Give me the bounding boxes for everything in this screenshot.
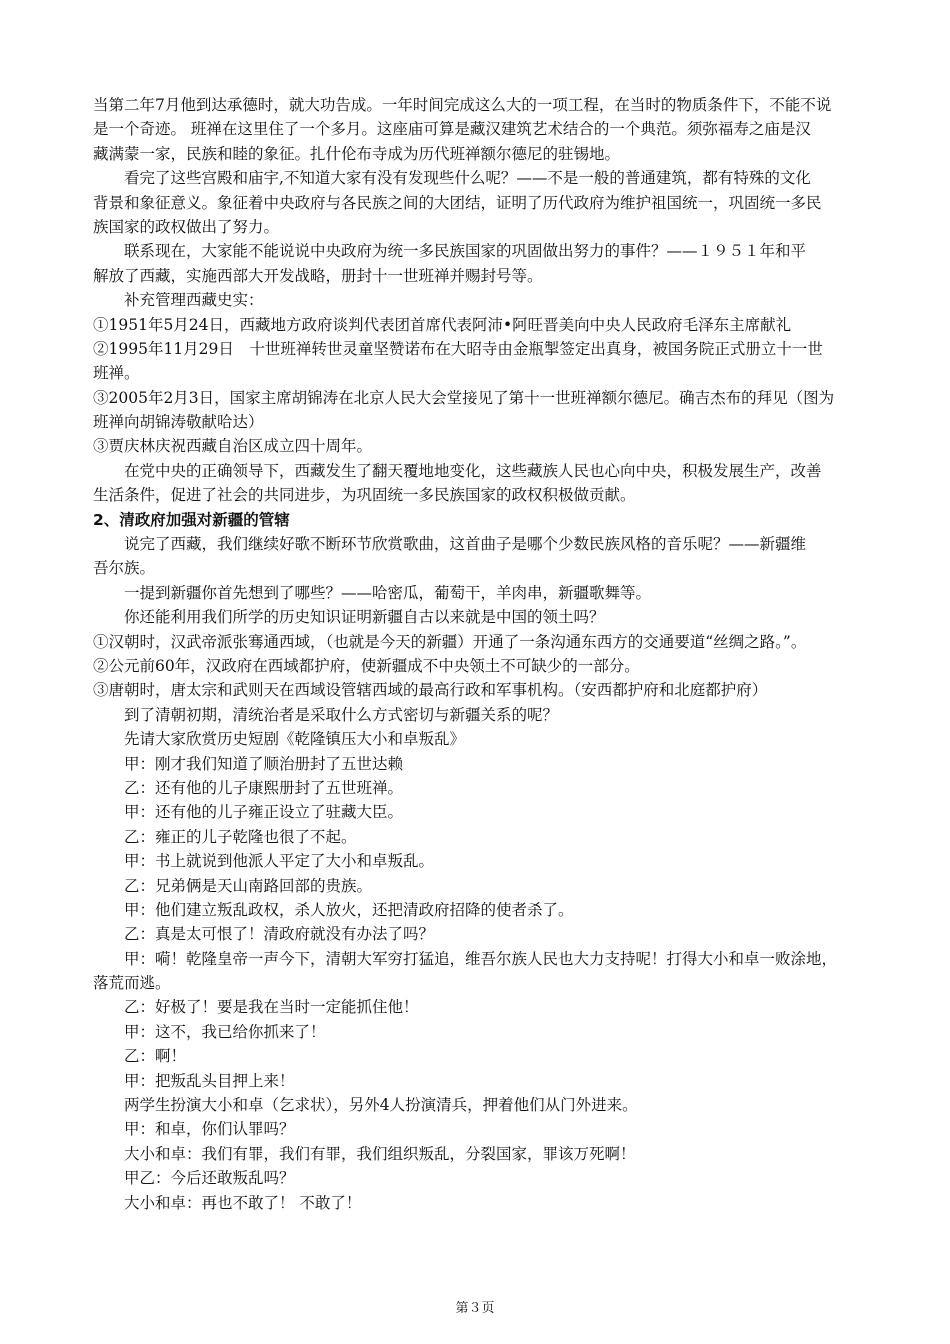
text-line: 乙：还有他的儿子康熙册封了五世班禅。 — [124, 778, 404, 797]
text-line: 两学生扮演大小和卓（乞求状），另外4人扮演清兵，押着他们从门外进来。 — [124, 1096, 638, 1115]
text-line: ③唐朝时，唐太宗和武则天在西域设管辖西域的最高行政和军事机构。（安西都护府和北庭都护府） — [93, 681, 768, 700]
text-line: ①汉朝时，汉武帝派张骞通西域，（也就是今天的新疆）开通了一条沟通东西方的交通要道“丝绸之路。”。 — [93, 632, 807, 651]
text-line: 生活条件，促进了社会的共同进步，为巩固统一多民族国家的政权积极做贡献。 — [93, 486, 636, 505]
text-line: 吾尔族。 — [93, 559, 156, 578]
text-line: 族国家的政权做出了努力。 — [93, 217, 280, 236]
text-line: 乙：兄弟俩是天山南路回部的贵族。 — [124, 876, 373, 895]
text-line: ③2005年2月3日，国家主席胡锦涛在北京人民大会堂接见了第十一世班禅额尔德尼。确吉杰布的拜见（图为 — [93, 388, 835, 407]
text-line: 甲：书上就说到他派人平定了大小和卓叛乱。 — [124, 852, 435, 871]
text-line: 联系现在，大家能不能说说中央政府为统一多民族国家的巩固做出努力的事件？——１９５１年和平 — [124, 242, 807, 261]
text-line: 乙：好极了！要是我在当时一定能抓住他！ — [124, 998, 419, 1017]
text-line: 背景和象征意义。象征着中央政府与各民族之间的大团结，证明了历代政府为维护祖国统一，巩固统一多民 — [93, 193, 822, 212]
text-line: 乙：啊！ — [124, 1047, 187, 1066]
text-line: 说完了西藏，我们继续好歌不断环节欣赏歌曲，这首曲子是哪个少数民族风格的音乐呢？——新疆维 — [124, 535, 807, 554]
text-line: 乙：雍正的儿子乾隆也很了不起。 — [124, 827, 357, 846]
page-number: 第３页 — [455, 1301, 495, 1316]
text-line: 当第二年7月他到达承德时，就大功告成。一年时间完成这么大的一项工程，在当时的物质条件下，不能不说 — [93, 96, 832, 114]
text-line: ③贾庆林庆祝西藏自治区成立四十周年。 — [93, 437, 373, 456]
text-line: ②1995年11月29日 十世班禅转世灵童坚赞诺布在大昭寺由金瓶掣签定出真身，被国务院正式册立十一世 — [93, 339, 823, 358]
text-line: 解放了西藏，实施西部大开发战略，册封十一世班禅并赐封号等。 — [93, 266, 543, 285]
text-line: ②公元前60年，汉政府在西域都护府，使新疆成不中央领土不可缺少的一部分。 — [93, 656, 640, 675]
text-line: ①1951年5月24日，西藏地方政府谈判代表团首席代表阿沛•阿旺晋美向中央人民政府毛泽东主席献礼 — [93, 315, 792, 334]
text-line: 甲乙：今后还敢叛乱吗？ — [124, 1169, 295, 1188]
text-line: 乙：真是太可恨了！清政府就没有办法了吗？ — [124, 925, 435, 944]
text-line: 大小和卓：我们有罪，我们有罪，我们组织叛乱，分裂国家，罪该万死啊！ — [124, 1144, 636, 1163]
text-line: 先请大家欣赏历史短剧《乾隆镇压大小和卓叛乱》 — [124, 730, 466, 749]
text-line: 一提到新疆你首先想到了哪些？——哈密瓜，葡萄干，羊肉串，新疆歌舞等。 — [124, 583, 652, 602]
text-line: 是一个奇迹。 班禅在这里住了一个多月。这座庙可算是藏汉建筑艺术结合的一个典范。须弥福寿之庙是汉 — [93, 120, 811, 139]
text-line: 甲：这不，我已给你抓来了！ — [124, 1022, 326, 1041]
text-line: 你还能利用我们所学的历史知识证明新疆自古以来就是中国的领土吗？ — [124, 608, 605, 627]
text-line: 到了清朝初期，清统治者是采取什么方式密切与新疆关系的呢？ — [124, 705, 559, 724]
text-line: 甲：刚才我们知道了顺治册封了五世达赖 — [124, 754, 404, 773]
text-line: 班禅。 — [93, 364, 140, 383]
text-line: 落荒而逃。 — [93, 974, 171, 993]
text-line: 补充管理西藏史实： — [124, 291, 264, 310]
text-line: 甲：他们建立叛乱政权，杀人放火，还把清政府招降的使者杀了。 — [124, 900, 574, 919]
text-line: 藏满蒙一家，民族和睦的象征。扎什伦布寺成为历代班禅额尔德尼的驻锡地。 — [93, 144, 621, 163]
text-line: 看完了这些宫殿和庙宇,不知道大家有没有发现些什么呢？——不是一般的普通建筑，都有特殊的文化 — [124, 169, 811, 188]
text-line: 班禅向胡锦涛敬献哈达） — [93, 413, 264, 432]
text-line: 甲：和卓，你们认罪吗？ — [124, 1120, 295, 1139]
text-line: 甲：嗬！乾隆皇帝一声今下，清朝大军穷打猛追，维吾尔族人民也大力支持呢！打得大小和卓一败涂地， — [124, 949, 838, 968]
text-line: 甲：还有他的儿子雍正设立了驻藏大臣。 — [124, 803, 404, 822]
section-heading: 2、清政府加强对新疆的管辖 — [93, 510, 290, 529]
text-line: 在党中央的正确领导下，西藏发生了翻天覆地地变化，这些藏族人民也心向中央，积极发展生产，改善 — [124, 461, 822, 480]
text-line: 甲：把叛乱头目押上来！ — [124, 1071, 295, 1090]
text-line: 大小和卓：再也不敢了！ 不敢了！ — [124, 1193, 362, 1212]
page-body — [93, 93, 865, 1215]
